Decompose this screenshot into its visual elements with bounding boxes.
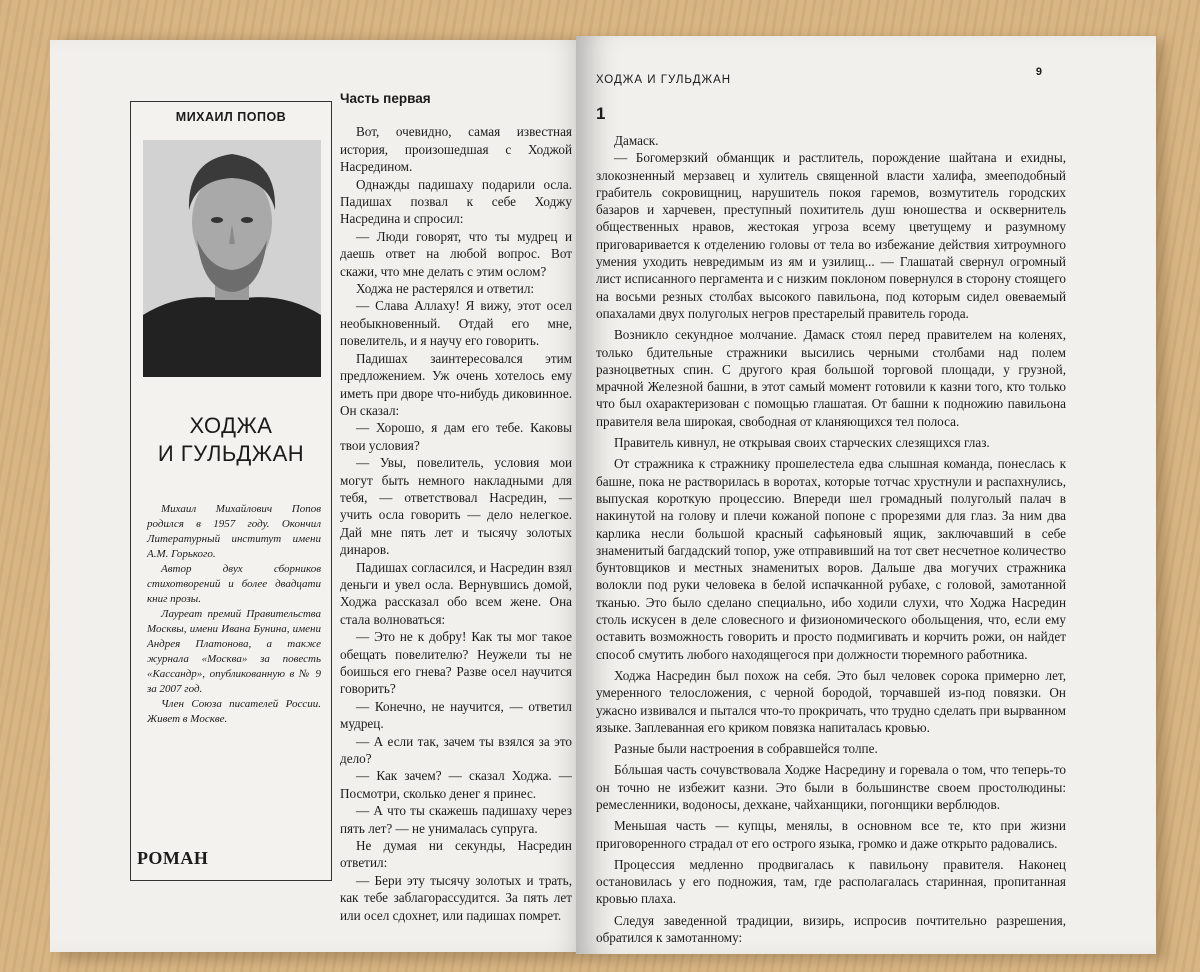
bio-paragraph: Лауреат премий Правительства Москвы, имени Ивана Бунина, имени Андрея Платонова, а также журнала «Москва» за повесть «Кассандр», опубликованную в № 9 за 2007 год. (147, 608, 321, 695)
text-paragraph: Падишах заинтересовался этим предложением. Уж очень хотелось ему иметь при дворе что-нибудь диковинное. Он сказал: (340, 350, 572, 418)
book-title-line1: ХОДЖА (189, 413, 273, 438)
left-text-column (340, 90, 572, 924)
text-paragraph: — Как зачем? — сказал Ходжа. — Посмотри, сколько денег я принес. (340, 768, 572, 801)
text-paragraph: Вот, очевидно, самая известная история, произошедшая с Ходжой Насредином. (340, 124, 572, 175)
right-text-column (596, 132, 1066, 946)
page-number: 9 (1035, 66, 1042, 78)
author-sidebar (130, 101, 332, 881)
text-paragraph: Разные были настроения в собравшейся толпе. (614, 741, 878, 757)
text-paragraph: От стражника к стражнику прошелестела едва слышная команда, понеслась к башне, пока не растворилась в воротах, которые тотчас хрустнули и распахнулись, выпуская короткую процессию. Впереди шел громадный полуголый палач в накинутой на голову и плечи кожаной попоне с прорезями для глаз. За ним два карлика несли большой красный сафьяновый ящик, заключавший в себе знаменитый багдадский топор, уже отправивший на тот свет несчетное количество бунтовщиков и местных знаменитых воров. Дальше два могучих стражника волокли под руки человека в белой испачканной рубахе, с головой, замотанной тканью. Это было сделано специально, ибо ходили слухи, что Ходжа Насредин столь искусен в деле словесного и физиономического обольщения, что, если ему оставить возможность говорить и просто подмигивать и корчить рожи, он найдет способ смутить любого находящегося при должности тюремного работника. (596, 456, 1066, 662)
text-paragraph: — Богомерзкий обманщик и растлитель, порождение шайтана и ехидны, злокозненный мерзавец и хулитель священной власти халифа, змееподобный грабитель сокровищниц, нарушитель покоя гаремов, возмутитель городских базаров и харчевен, преступный похититель душ юношества и осквернитель общественных нравов, жестокая угроза всему цветущему и разумному приговаривается к отделению головы от тела во избежание действия хитроумного умения уходить невредимым из ям и узилищ... — Глашатай свернул огромный лист исписанного пергамента и с низким поклоном повернулся в сторону стоящего на восьми резных столбах высокого павильона, под которым сидел овеваемый опахалами двух полуголых негров престарелый правитель города. (596, 150, 1066, 321)
author-photo (143, 140, 321, 377)
left-page (50, 40, 590, 952)
running-head: ХОДЖА И ГУЛЬДЖАН (596, 74, 732, 86)
part-heading: Часть первая (340, 91, 431, 106)
text-paragraph: — Слава Аллаху! Я вижу, этот осел необыкновенный. Отдай его мне, повелитель, и я научу его говорить. (340, 298, 572, 349)
text-paragraph: Правитель кивнул, не открывая своих старческих слезящихся глаз. (614, 435, 990, 451)
text-paragraph: — Конечно, не научится, — ответил мудрец. (340, 698, 572, 732)
text-paragraph: Ходжа Насредин был похож на себя. Это был человек сорока примерно лет, умеренного телосложения, с черной бородой, торчавшей из-под повязки. Он ужасно извивался и пытался что-то прокричать, что трудно сделать при вырванном языке. Заплеванная его криком повязка напиталась кровью. (596, 667, 1066, 735)
bio-paragraph: Член Союза писателей России. Живет в Москве. (147, 698, 321, 725)
text-paragraph: — Бери эту тысячу золотых и трать, как тебе заблагорассудится. За пять лет или осел сдохнет, или падишах помрет. (340, 872, 572, 923)
text-paragraph: — А что ты скажешь падишаху через пять лет? — не унималась супруга. (340, 803, 572, 836)
text-paragraph: — А если так, зачем ты взялся за это дело? (340, 733, 572, 767)
text-paragraph: Бóльшая часть сочувствовала Ходже Насредину и горевала о том, что теперь-то он точно не избежит казни. Это были в большинстве своем простолюдины: ремесленники, водоносы, дехкане, чайханщики, погонщики верблюдов. (596, 762, 1066, 812)
book-title (131, 412, 331, 468)
text-paragraph: Процессия медленно продвигалась к павильону правителя. Наконец остановилась у его подножия, там, где располагалась старинная, пропитанная кровью плаха. (596, 856, 1066, 907)
text-paragraph: Дамаск. (614, 133, 659, 148)
bio-paragraph: Михаил Михайлович Попов родился в 1957 году. Окончил Литературный институт имени А.М. Горького. (147, 503, 321, 560)
text-paragraph: Ходжа не растерялся и ответил: (356, 281, 535, 297)
book-title-line2: И ГУЛЬДЖАН (157, 441, 305, 466)
text-paragraph: — Это не к добру! Как ты мог такое обещать повелителю? Неужели ты не боишься его гнева? Разве осел научится говорить? (340, 629, 572, 697)
text-paragraph: Однажды падишаху подарили осла. Падишах позвал к себе Ходжу Насредина и спросил: (340, 176, 572, 227)
author-portrait-icon (143, 140, 321, 377)
right-page (576, 36, 1156, 954)
chapter-number: 1 (596, 104, 606, 123)
text-paragraph: Следуя заведенной традиции, визирь, испросив почтительно разрешения, обратился к замотанному: (596, 912, 1066, 946)
text-paragraph: — Люди говорят, что ты мудрец и даешь ответ на любой вопрос. Вот скажи, что мне делать с этим ослом? (340, 228, 572, 279)
author-name: МИХАИЛ ПОПОВ (175, 110, 287, 124)
text-paragraph: Меньшая часть — купцы, менялы, в основном все те, кто при жизни приговоренного страдал от его острого языка, громко и даже открыто радовались. (596, 818, 1066, 851)
text-paragraph: Падишах согласился, и Насредин взял деньги и увел осла. Вернувшись домой, Ходжа рассказал обо всем жене. Она стала волноваться: (340, 559, 572, 627)
author-bio (147, 502, 321, 727)
text-paragraph: — Хорошо, я дам его тебе. Каковы твои условия? (340, 420, 572, 453)
text-paragraph: — Увы, повелитель, условия мои могут быть немного накладными для тебя, — ответствовал Насредин, — учить осла говорить — дело нелегкое. Дай мне пять лет и тысячу золотых динаров. (340, 455, 572, 558)
bio-paragraph: Автор двух сборников стихотворений и более двадцати книг прозы. (147, 563, 321, 605)
text-paragraph: Не думая ни секунды, Насредин ответил: (340, 838, 572, 871)
text-paragraph: Возникло секундное молчание. Дамаск стоял перед правителем на коленях, только бдительные стражники высились черными столбами над полем разноцветных спин. С другого края большой торговой площади, у грузной, мрачной Железной башни, в этот самый момент готовили к казни того, кто только что был охарактеризован с помощью глашатая. От башни к подножию павильона правителя вела широкая, свободная от кланяющихся тел полоса. (596, 327, 1066, 429)
genre-label: РОМАН (137, 848, 209, 868)
